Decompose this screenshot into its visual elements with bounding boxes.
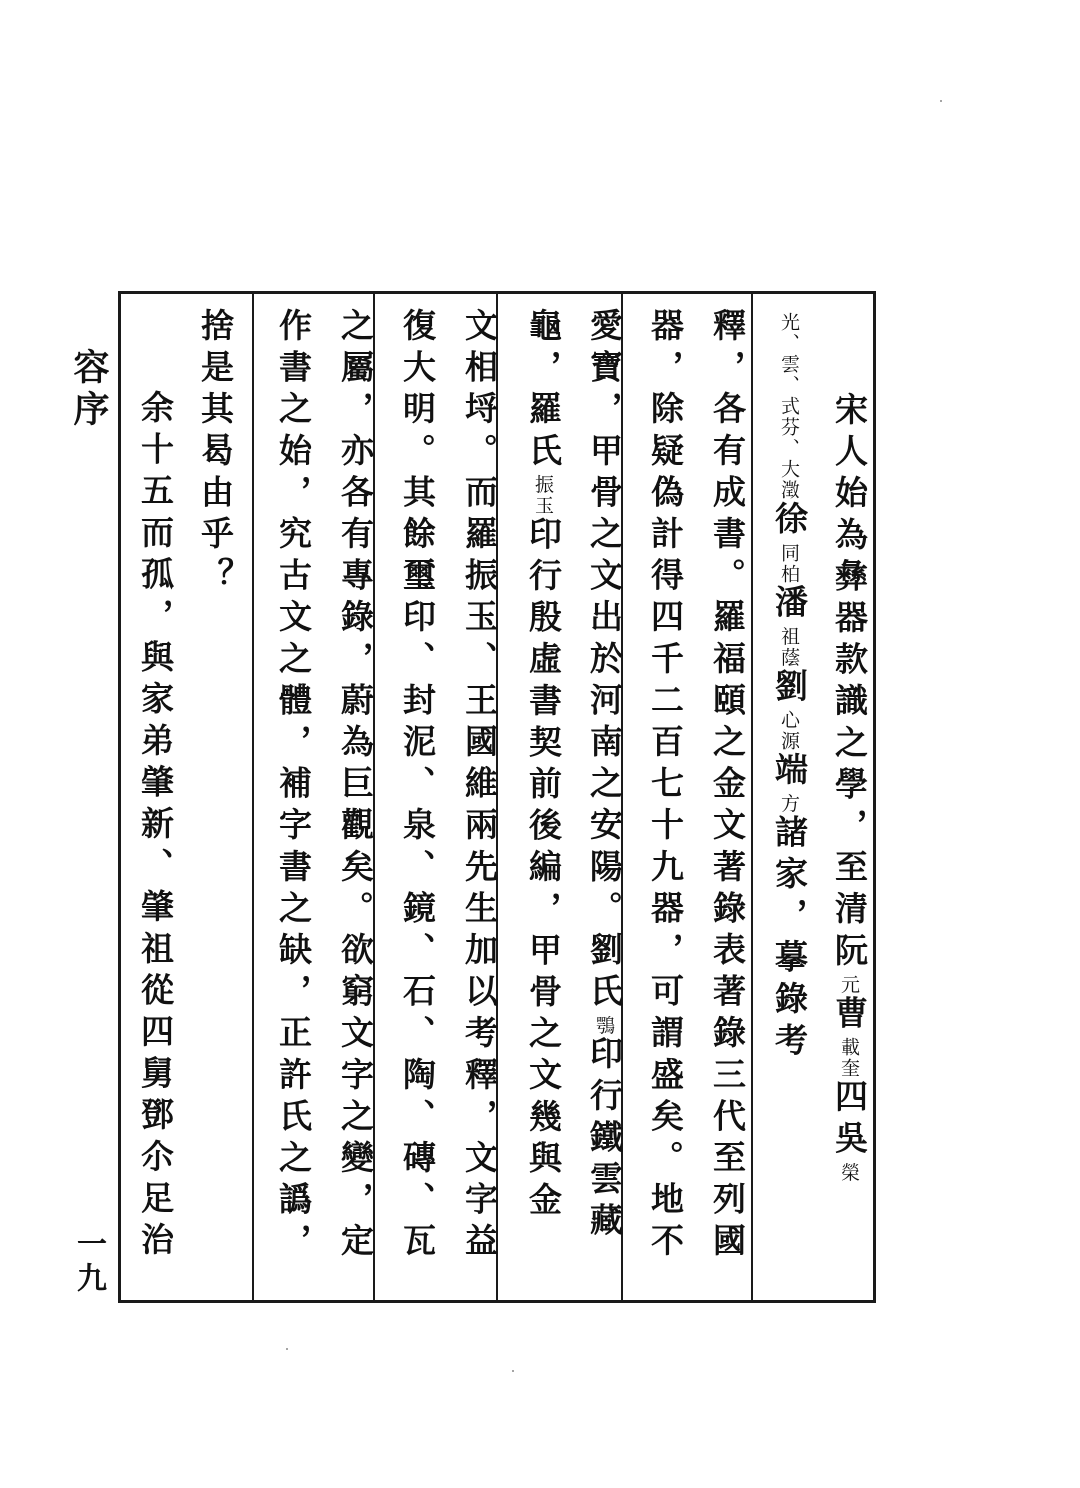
text-column [646, 308, 685, 1265]
main-text: 器，除疑偽計得四千二百七十九器，可謂盛矣。地不 [646, 308, 685, 1265]
interlinear-note: 榮 [838, 1162, 860, 1184]
interlinear-note: 光、雲、式芬、大澂 [778, 312, 800, 501]
column-rule [751, 294, 753, 1300]
interlinear-note: 振玉 [532, 474, 554, 517]
interlinear-note: 祖蔭 [778, 626, 800, 669]
text-column [830, 392, 869, 1184]
main-text: 徐 [770, 501, 809, 543]
text-column [398, 308, 437, 1265]
main-text: 余十五而孤，與家弟肇新、肇祖從四舅鄧尒足治 [136, 390, 175, 1264]
main-text: 復大明。其餘璽印、封泥、泉、鏡、石、陶、磚、瓦 [398, 308, 437, 1265]
main-text: 宋人始為彝器款識之學，至清阮 [830, 392, 869, 975]
page-number: 一九 [71, 1228, 106, 1296]
main-text: 文相埒。而羅振玉、王國維兩先生加以考釋，文字益 [460, 308, 499, 1265]
main-text: 印行殷虛書契前後編，甲骨之文幾與金 [524, 516, 563, 1224]
interlinear-note: 鶚 [593, 1015, 615, 1037]
text-column [708, 308, 747, 1265]
text-column [585, 308, 624, 1245]
main-text: 作書之始，究古文之體，補字書之缺，正許氏之譌， [274, 308, 313, 1265]
main-text: 龜，羅氏 [524, 308, 563, 475]
main-text: 捨是其曷由乎？ [196, 308, 235, 600]
text-column [274, 308, 313, 1265]
text-frame [118, 291, 876, 1303]
column-rule [252, 294, 254, 1300]
main-text: 愛寶，甲骨之文出於河南之安陽。劉氏 [585, 308, 624, 1016]
text-column [336, 308, 375, 1265]
text-column [136, 390, 175, 1264]
main-text: 曹 [830, 995, 869, 1038]
main-text: 釋，各有成書。羅福頤之金文著錄表著錄三代至列國 [708, 308, 747, 1265]
main-text: 印行鐵雲藏 [585, 1036, 624, 1245]
interlinear-note: 元 [838, 974, 860, 996]
main-text: 端 [770, 751, 809, 794]
main-text: 四吳 [830, 1079, 869, 1163]
interlinear-note: 心源 [778, 709, 800, 752]
side-title: 容序 [68, 348, 110, 432]
text-column [770, 312, 809, 1065]
text-column [524, 308, 563, 1224]
text-column [196, 308, 235, 600]
interlinear-note: 載奎 [838, 1037, 860, 1080]
main-text: 劉 [770, 668, 809, 710]
main-text: 之屬，亦各有專錄，蔚為巨觀矣。欲窮文字之變，定 [336, 308, 375, 1265]
main-text: 潘 [770, 584, 809, 627]
text-column [460, 308, 499, 1265]
interlinear-note: 同柏 [778, 542, 800, 585]
main-text: 諸家，摹錄考 [770, 814, 809, 1065]
interlinear-note: 方 [778, 793, 800, 815]
